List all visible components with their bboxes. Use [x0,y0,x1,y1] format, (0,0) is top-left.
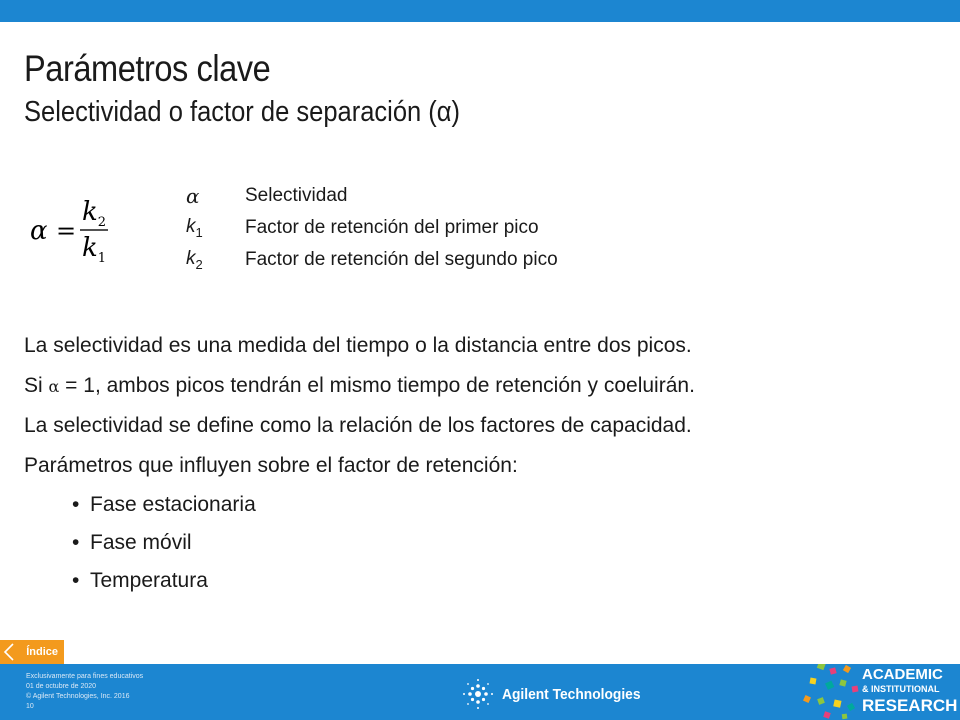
agilent-spark-icon [460,676,496,712]
formula-denominator: $k_1$ [82,233,107,266]
index-button-label: Índice [26,646,58,658]
page-subtitle: Selectividad o factor de separación (α) [24,96,461,128]
badge-line-2: & INSTITUTIONAL [862,684,940,694]
agilent-logo [460,676,653,712]
top-banner [0,0,960,22]
footer-copyright: © Agilent Technologies, Inc. 2016 [26,693,130,700]
formula-alpha: α [30,216,48,246]
body-line-4: Parámetros que influyen sobre el factor de retención: [24,454,518,477]
formula-numerator: $k_2$ [82,197,107,230]
list-item: • Fase estacionaria [72,493,256,516]
page-title: Parámetros clave [24,48,271,89]
selectivity-formula [28,196,138,266]
legend-description: Selectividad [245,185,348,206]
list-item: • Temperatura [72,569,208,592]
decorative-squares-icon [800,664,862,720]
chevron-left-icon [3,643,15,661]
footer-date: 01 de octubre de 2020 [26,683,97,690]
academic-research-badge [862,664,960,720]
legend-symbol: $k_2$ [186,248,203,272]
slide-number: 10 [26,703,34,710]
bullet-list [24,486,695,600]
legend-row-k1 [186,212,558,244]
body-line-3: La selectividad se define como la relación de los factores de capacidad. [24,414,692,437]
footer-bar [0,664,960,720]
variable-legend [186,180,558,276]
formula-equals: = [56,217,77,245]
legend-symbol: α [186,184,200,208]
legend-symbol: $k_1$ [186,216,203,240]
list-item: • Fase móvil [72,531,192,554]
footer-notes [26,672,143,712]
badge-line-1: ACADEMIC [862,666,943,683]
legend-description: Factor de retención del segundo pico [245,249,558,270]
index-button[interactable] [0,640,64,664]
legend-row-alpha [186,180,558,212]
logo-text: Agilent Technologies [502,685,641,703]
body-line-2: Si α = 1, ambos picos tendrán el mismo tiempo de retención y coeluirán. [24,374,695,397]
body-line-1: La selectividad es una medida del tiempo o la distancia entre dos picos. [24,334,692,357]
body-content [24,326,695,600]
badge-line-3: RESEARCH [862,696,958,715]
legend-description: Factor de retención del primer pico [245,217,539,238]
footer-note: Exclusivamente para fines educativos [26,673,144,680]
legend-row-k2 [186,244,558,276]
